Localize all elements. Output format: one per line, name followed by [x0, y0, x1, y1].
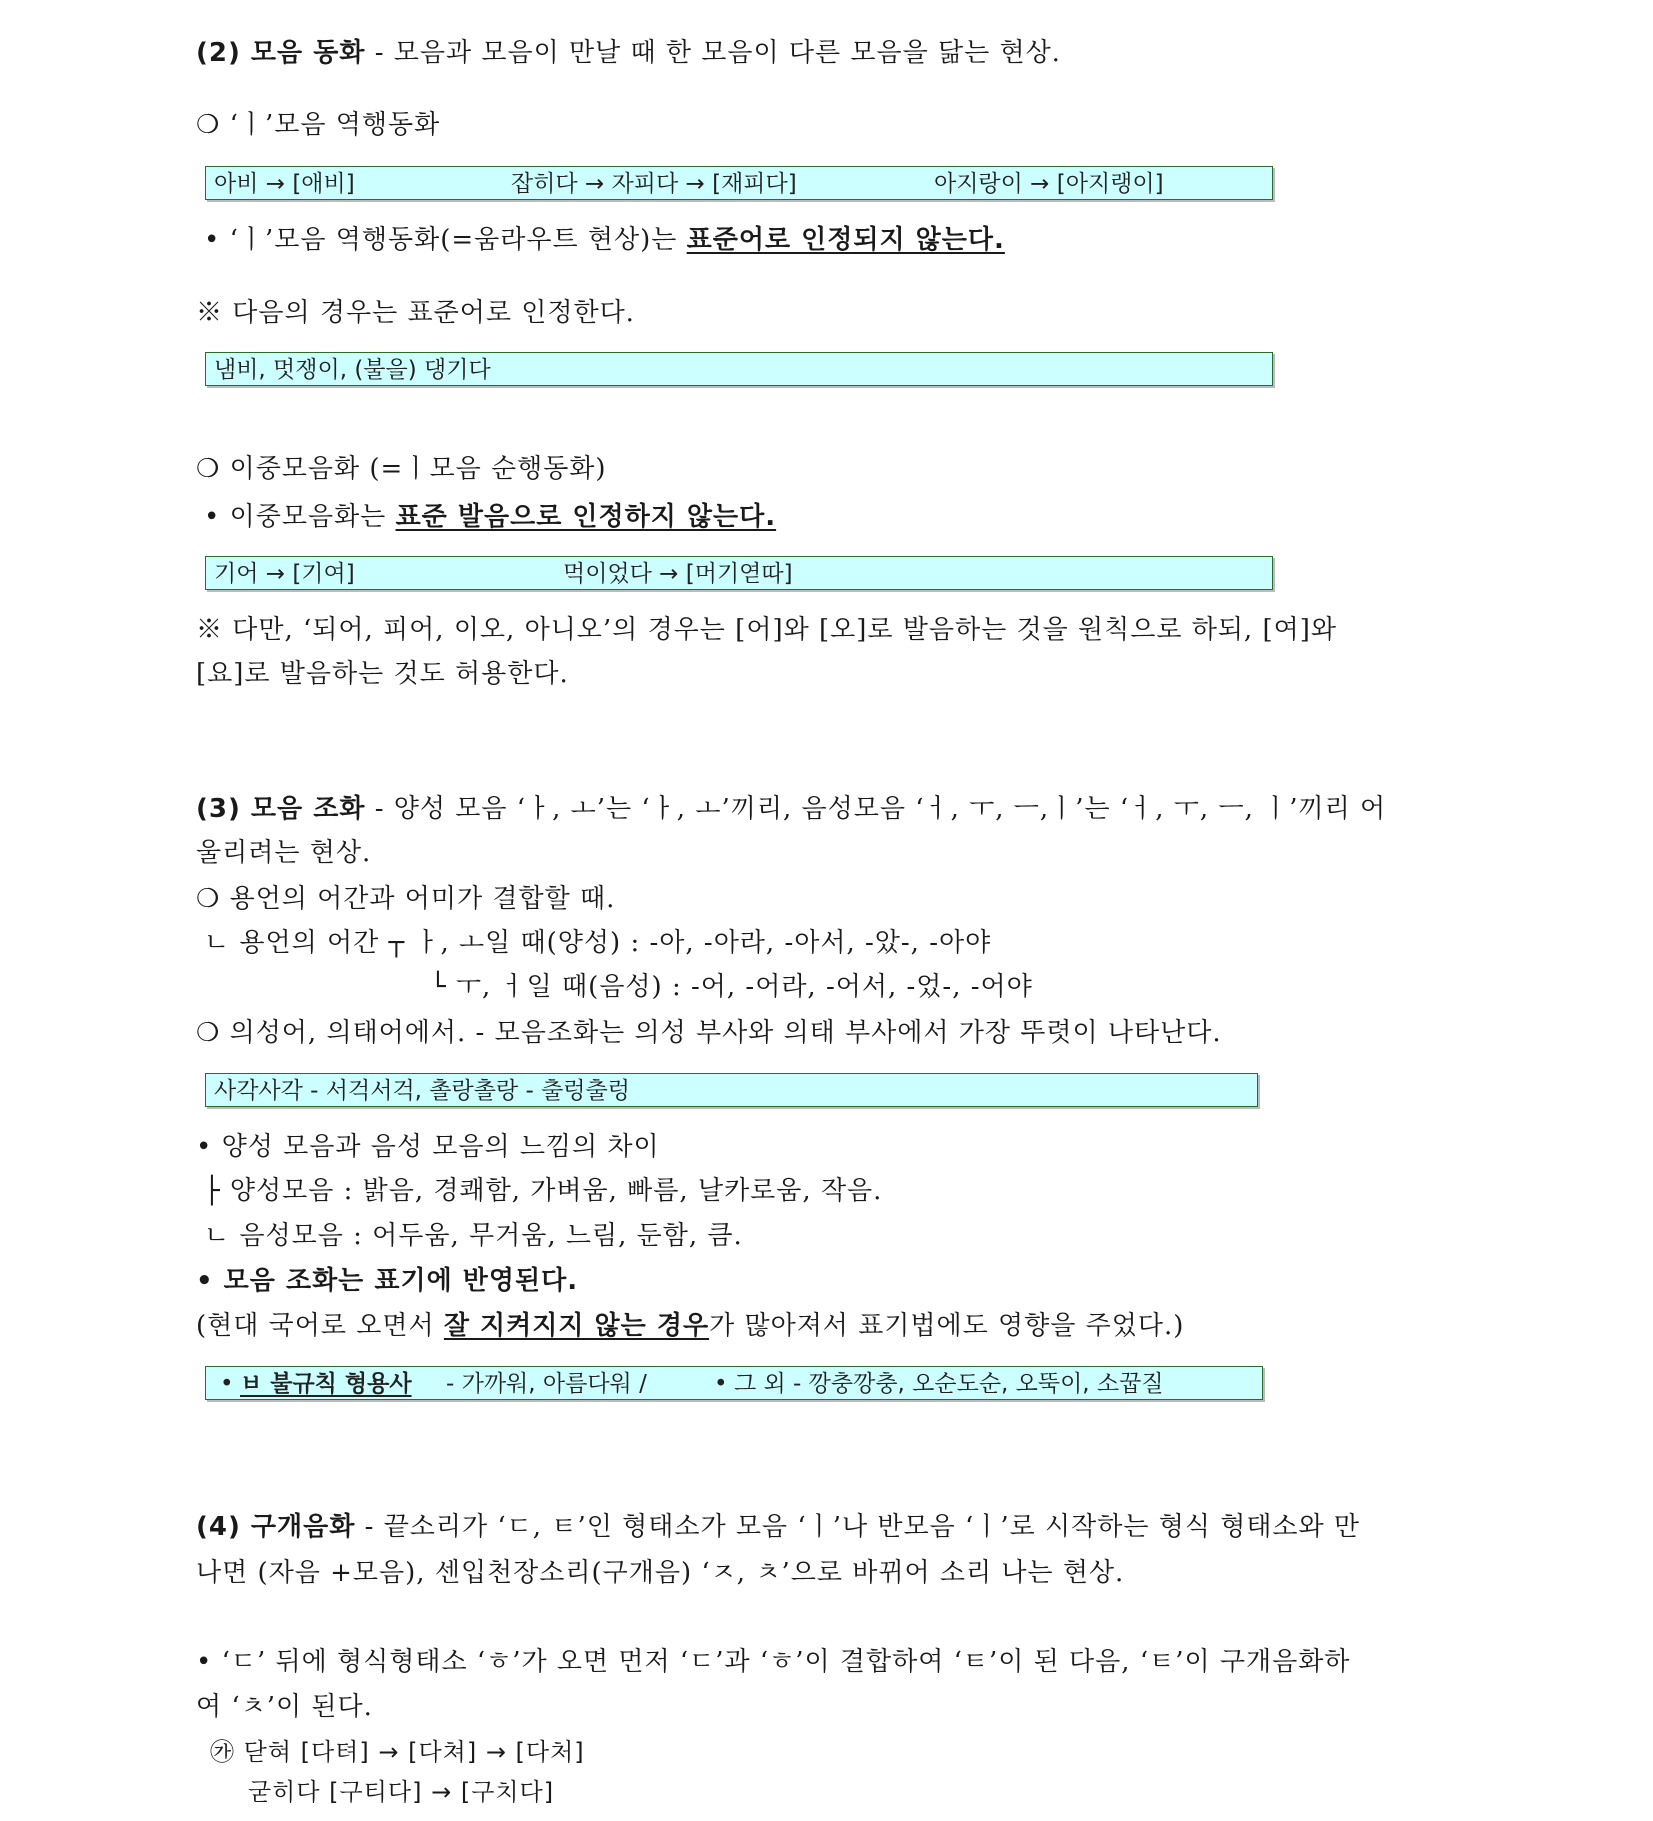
emphasis-text: 표준어로 인정되지 않는다. — [686, 225, 1005, 255]
sub-heading-reverse-assimilation: ❍ ‘ㅣ’모음 역행동화 — [196, 110, 441, 140]
example-box-reverse-assimilation — [205, 166, 1273, 200]
bullet-diphthong-not-standard — [204, 500, 776, 534]
example-item: 냄비, 멋쟁이, (불을) 댕기다 — [214, 357, 491, 383]
section-4-description-cont: 나면 (자음 +모음), 센입천장소리(구개음) ‘ㅈ, ㅊ’으로 바뀌어 소리 나는 현상. — [196, 1558, 1125, 1588]
rule-negative-vowel: └ ㅜ, ㅓ일 때(음성) : -어, -어라, -어서, -었-, -어야 — [430, 972, 1033, 1002]
example-item: 아비 → [애비] — [214, 171, 355, 197]
section-2-title-line — [196, 36, 1061, 70]
irregular-adjective-label: ㅂ 불규칙 형용사 — [240, 1371, 412, 1397]
emphasis-text: 표준 발음으로 인정하지 않는다. — [395, 502, 777, 532]
example-item: 잡히다 → 자피다 → [재피다] — [511, 171, 797, 197]
example-item: 기어 → [기여] — [214, 561, 355, 587]
section-2-description: - 모음과 모음이 만날 때 한 모음이 다른 모음을 닮는 현상. — [365, 38, 1061, 68]
positive-vowel-feelings: ├ 양성모음 : 밝음, 경쾌함, 가벼움, 빠름, 날카로움, 작음. — [204, 1176, 883, 1206]
section-3-description-cont: 울리려는 현상. — [196, 838, 372, 868]
bullet-vowel-feeling: • 양성 모음과 음성 모음의 느낌의 차이 — [196, 1132, 660, 1162]
section-3-description: - 양성 모음 ‘ㅏ, ㅗ’는 ‘ㅏ, ㅗ’끼리, 음성모음 ‘ㅓ, ㅜ, ㅡ,ㅣ’는 ‘ㅓ, ㅜ, ㅡ, ㅣ’끼리 어 — [365, 794, 1387, 824]
sub-heading-stem-ending: ❍ 용언의 어간과 어미가 결합할 때. — [196, 884, 616, 914]
negative-vowel-feelings: ㄴ 음성모음 : 어두움, 무거움, 느림, 둔함, 큼. — [204, 1221, 743, 1251]
note-text: 가 많아져서 표기법에도 영향을 주었다.) — [709, 1311, 1185, 1341]
example-item: 닫혀 [다텨] → [다쳐] → [다처] — [243, 1738, 585, 1766]
example-box-onomatopoeia — [205, 1073, 1258, 1107]
example-item: - 가까워, 아름다워 / — [446, 1371, 647, 1397]
example-line-1 — [210, 1735, 585, 1769]
section-3-heading: (3) 모음 조화 — [196, 794, 366, 824]
example-item: 먹이었다 → [머기엳따] — [563, 561, 793, 587]
bullet-harmony-spelling: • 모음 조화는 표기에 반영된다. — [196, 1266, 579, 1296]
emphasis-text: 잘 지켜지지 않는 경우 — [443, 1311, 710, 1341]
example-box-diphthongization — [205, 556, 1273, 590]
section-4-title-line — [196, 1510, 1360, 1544]
example-item: 사각사각 - 서걱서걱, 촐랑촐랑 - 출렁출렁 — [214, 1078, 630, 1104]
bullet-umlaut-not-standard — [204, 223, 1005, 257]
note-exception-line-2: [요]로 발음하는 것도 허용한다. — [196, 659, 569, 689]
example-marker: ㉮ — [210, 1738, 235, 1766]
harmony-note — [196, 1309, 1184, 1343]
example-box-irregular — [205, 1366, 1263, 1400]
section-4-description: - 끝소리가 ‘ㄷ, ㅌ’인 형태소가 모음 ‘ㅣ’나 반모음 ‘ㅣ’로 시작하는 형식 형태소와 만 — [355, 1512, 1361, 1542]
note-text: (현대 국어로 오면서 — [196, 1311, 444, 1341]
bullet-dot: • — [220, 1371, 234, 1397]
note-exception-line-1: ※ 다만, ‘되어, 피어, 이오, 아니오’의 경우는 [어]와 [오]로 발음하는 것을 원칙으로 하되, [여]와 — [196, 615, 1337, 645]
sub-heading-onomatopoeia: ❍ 의성어, 의태어에서. - 모음조화는 의성 부사와 의태 부사에서 가장 뚜렷이 나타난다. — [196, 1018, 1222, 1048]
bullet-dot: • — [714, 1371, 728, 1397]
rule-positive-vowel: ㄴ 용언의 어간 ┬ ㅏ, ㅗ일 때(양성) : -아, -아라, -아서, -았-, -아야 — [204, 928, 992, 958]
bullet-text: • 이중모음화는 — [204, 502, 396, 532]
bullet-text: • ‘ㅣ’모음 역행동화(=움라우트 현상)는 — [204, 225, 687, 255]
section-2-heading: (2) 모음 동화 — [196, 38, 366, 68]
bullet-palatalization-rule-1: • ‘ㄷ’ 뒤에 형식형태소 ‘ㅎ’가 오면 먼저 ‘ㄷ’과 ‘ㅎ’이 결합하여 ‘ㅌ’이 된 다음, ‘ㅌ’이 구개음화하 — [196, 1647, 1351, 1677]
bullet-palatalization-rule-2: 여 ‘ㅊ’이 된다. — [196, 1692, 373, 1722]
example-line-2: 굳히다 [구티다] → [구치다] — [248, 1778, 555, 1806]
example-item: 그 외 - 깡충깡충, 오순도순, 오뚝이, 소꿉질 — [734, 1371, 1164, 1397]
example-box-standard-words — [205, 352, 1273, 386]
note-standard-exceptions: ※ 다음의 경우는 표준어로 인정한다. — [196, 298, 635, 328]
sub-heading-diphthongization: ❍ 이중모음화 (=ㅣ모음 순행동화) — [196, 454, 607, 484]
section-3-title-line — [196, 792, 1386, 826]
example-item: 아지랑이 → [아지랭이] — [934, 171, 1164, 197]
section-4-heading: (4) 구개음화 — [196, 1512, 356, 1542]
